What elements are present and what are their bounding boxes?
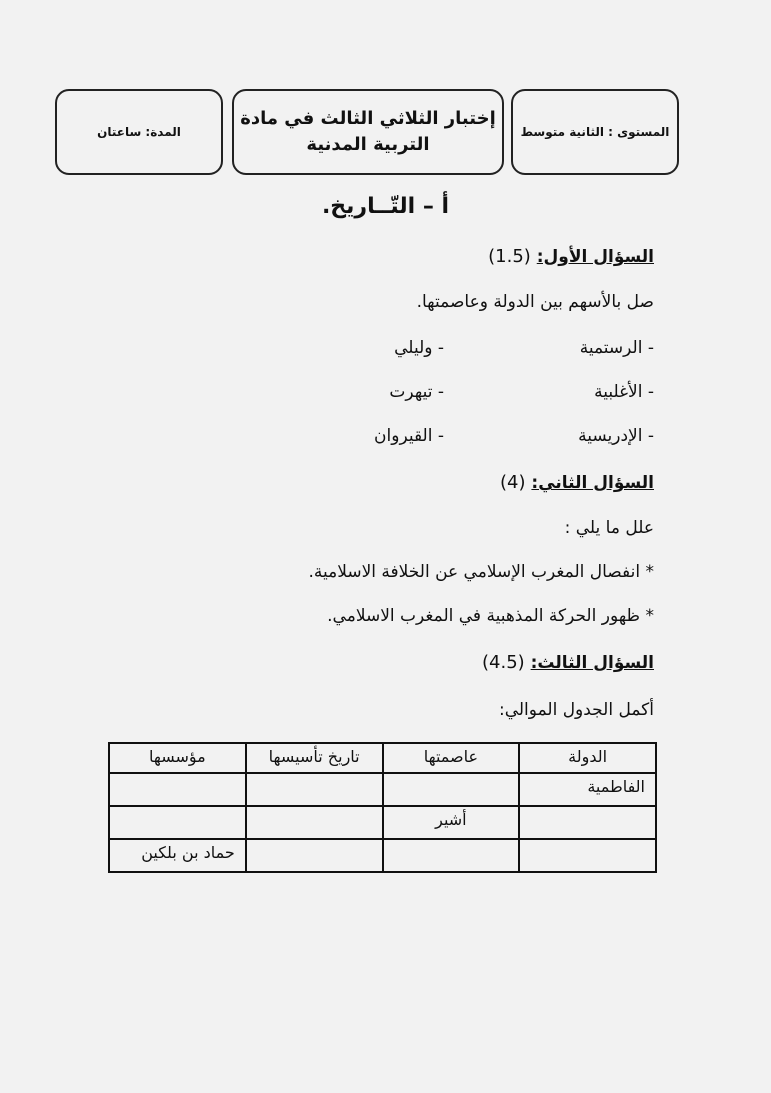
- table-row: [109, 773, 656, 806]
- table-cell: [383, 773, 520, 806]
- table-cell: أشير: [383, 806, 520, 839]
- table-cell: [519, 806, 656, 839]
- table-cell: [246, 806, 383, 839]
- q2-item-2: * ظهور الحركة المذهبية في المغرب الاسلامي.: [327, 606, 654, 626]
- table-cell: [109, 773, 246, 806]
- q1-points: (1.5): [488, 246, 531, 267]
- q2-label: السؤال الثاني:: [531, 473, 654, 493]
- title-line-1: إختبار الثلاثي الثالث في مادة: [240, 108, 496, 129]
- title-box: [232, 89, 504, 175]
- header-founding-date: تاريخ تأسيسها: [246, 743, 383, 773]
- q3-points: (4.5): [482, 652, 525, 673]
- table-cell: حماد بن بلكين: [109, 839, 246, 872]
- q1-capital-1: - وليلي: [394, 338, 444, 358]
- level-box: [511, 89, 679, 175]
- table-row: [109, 806, 656, 839]
- duration-box: [55, 89, 223, 175]
- section-title: أ – التّــاريخ.: [321, 194, 450, 219]
- header-capital: عاصمتها: [383, 743, 520, 773]
- title-line-2: التربية المدنية: [306, 134, 430, 155]
- q1-capital-2: - تيهرت: [389, 382, 444, 402]
- dynasty-table: [108, 742, 657, 873]
- table-cell: [246, 839, 383, 872]
- duration-text: المدة: ساعتان: [97, 125, 181, 139]
- table-cell: الفاطمية: [519, 773, 656, 806]
- q1-label: السؤال الأول:: [536, 247, 654, 267]
- table-cell: [383, 839, 520, 872]
- q2-points: (4): [499, 472, 526, 493]
- q2-item-1: * انفصال المغرب الإسلامي عن الخلافة الاسلامية.: [308, 562, 654, 582]
- q3-instruction: أكمل الجدول الموالي:: [498, 700, 654, 720]
- q1-state-2: - الأغلبية: [594, 382, 654, 402]
- q1-state-1: - الرستمية: [579, 338, 654, 358]
- table-row: [109, 839, 656, 872]
- q1-state-3: - الإدريسية: [578, 426, 654, 446]
- table-cell: [109, 806, 246, 839]
- q1-capital-3: - القيروان: [374, 426, 444, 446]
- q1-instruction: صل بالأسهم بين الدولة وعاصمتها.: [416, 292, 654, 312]
- table-cell: [519, 839, 656, 872]
- q1-heading: [488, 246, 654, 267]
- q2-instruction: علل ما يلي :: [564, 518, 654, 538]
- table-header-row: [109, 743, 656, 773]
- header-state: الدولة: [519, 743, 656, 773]
- q3-heading: [482, 652, 654, 673]
- q3-label: السؤال الثالث:: [530, 653, 654, 673]
- q2-heading: [500, 472, 654, 493]
- header-founder: مؤسسها: [109, 743, 246, 773]
- level-text: المستوى : الثانية متوسط: [520, 125, 670, 139]
- table-cell: [246, 773, 383, 806]
